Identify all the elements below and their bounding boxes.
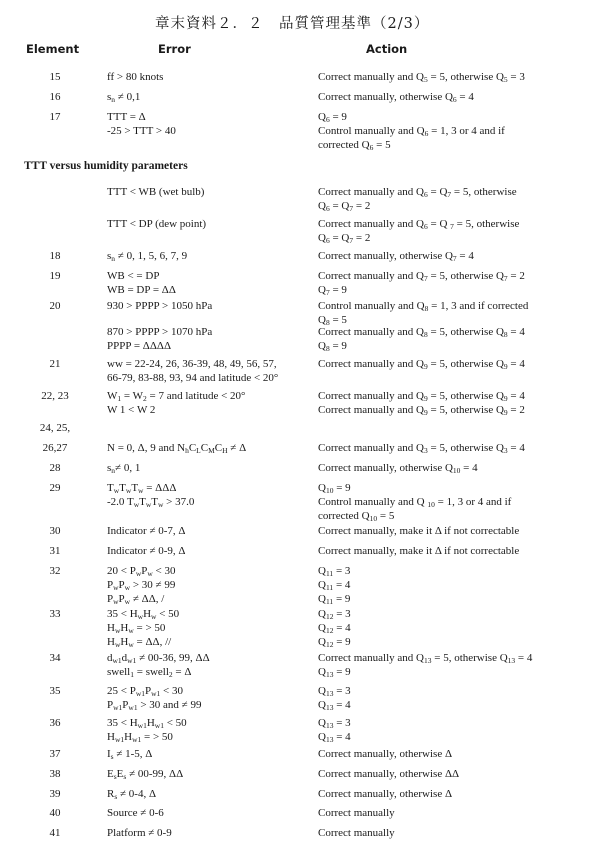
error-line: 870 > PPPP > 1070 hPa [107,326,213,338]
error-condition [107,325,319,353]
action-line: Correct manually, make it Δ if not correctable [318,525,520,537]
action-line: $Q_8 = 5$ [318,314,347,327]
element-number: 26,27 [42,442,68,454]
action-line: $Q_{13} = 9$ [318,666,351,679]
element-number: 37 [49,748,61,760]
error-line: -2.0 $T_wT_wT_w > 37.0$ [107,496,195,509]
element-number: 20 [49,300,61,312]
action-line: $Q_{11} = 9$ [318,593,351,606]
action-line: $Q_{12} = 3$ [318,608,351,621]
section-heading: TTT versus humidity parameters [24,160,188,172]
error-condition [107,564,319,606]
error-line: $H_{w1}H_{w1}$ = > 50 [107,731,173,744]
action-line: $Q_8 = 9$ [318,340,347,353]
action-line: Correct manually, otherwise $Q_{10} = 4$ [318,462,478,475]
action-line: Correct manually and $Q_7 = 5$, otherwise $Q_7 = 2$ [318,270,525,283]
action-line: Correct manually and $Q_9 = 5$, otherwise $Q_9 = 2$ [318,404,525,417]
action-text [318,90,600,104]
action-line: Correct manually and $Q_{13} = 5$, otherwise $Q_{13} = 4$ [318,652,533,665]
error-line: $P_{w1}P_{w1} > 30$ and ≠ 99 [107,699,202,712]
action-line: Correct manually [318,807,395,819]
error-line: $P_wP_w \ne \Delta\Delta$, / [107,593,165,606]
error-condition [107,481,319,509]
action-text [318,217,600,245]
action-line: $Q_{12} = 9$ [318,636,351,649]
error-line: Indicator ≠ 0-7, Δ [107,525,186,537]
element-number: 21 [49,358,61,370]
error-condition [107,787,319,801]
error-line: TTT < WB (wet bulb) [107,186,205,198]
error-condition [107,716,319,744]
action-line: Correct manually, otherwise Δ [318,788,453,800]
error-line: $H_wH_w$ = > 50 [107,622,166,635]
action-line: corrected $Q_{10} = 5$ [318,510,395,523]
error-condition [107,389,319,417]
error-line: W 1 < W 2 [107,404,156,416]
element-number: 15 [49,71,61,83]
action-line: $Q_{12} = 4$ [318,622,351,635]
error-line: -25 > TTT > 40 [107,125,176,137]
action-line: $Q_7 = 9$ [318,284,347,297]
element-number: 35 [49,685,61,697]
error-condition [107,607,319,649]
action-line: $Q_{11} = 3$ [318,565,351,578]
column-header-action: Action [366,42,408,56]
action-line: Correct manually [318,827,395,839]
action-text [318,787,600,801]
element-number: 40 [49,807,61,819]
error-condition [107,90,319,104]
action-line: Control manually and $Q_6 = 1$, 3 or 4 and if [318,125,505,138]
action-line: Correct manually and $Q_8 = 5$, otherwise $Q_8 = 4$ [318,326,525,339]
action-text [318,357,600,371]
action-line: $Q_{13} = 3$ [318,685,351,698]
column-header-error: Error [158,42,191,56]
error-line: ww = 22-24, 26, 36-39, 48, 49, 56, 57, [107,358,277,370]
action-text [318,481,600,523]
action-line: Correct manually and $Q_6 = Q_7 = 5$, otherwise [318,186,517,199]
error-line: WB = DP = ΔΔ [107,284,176,296]
error-condition [107,461,319,475]
error-condition [107,767,319,781]
error-line: Source ≠ 0-6 [107,807,164,819]
action-line: Correct manually, otherwise $Q_6 = 4$ [318,91,474,104]
element-number: 18 [49,250,61,262]
error-line: $d_{w1}d_{w1} \ne 00-36$, 99, ΔΔ [107,652,210,665]
error-line: ff > 80 knots [107,71,164,83]
error-condition [107,826,319,840]
page-title: 章末資料２．２ 品質管理基準（2/3） [155,16,430,32]
action-line: Correct manually, otherwise ΔΔ [318,768,460,780]
action-text [318,684,600,712]
action-text [318,747,600,761]
error-line: TTT < DP (dew point) [107,218,207,230]
action-text [318,524,600,538]
action-line: Correct manually and $Q_6 = Q$ $_7$ = 5, otherwise [318,218,520,231]
error-line: $35 < H_{w1}H_{w1} < 50$ [107,717,187,730]
error-line: $H_wH_w = \Delta\Delta$, // [107,636,172,649]
error-line: Platform ≠ 0-9 [107,827,172,839]
error-condition [107,747,319,761]
action-line: $Q_{11} = 4$ [318,579,351,592]
error-condition [107,217,319,231]
error-line: WB < = DP [107,270,160,282]
action-text [318,564,600,606]
action-line: $Q_{13} = 3$ [318,717,351,730]
action-line: Correct manually, make it Δ if not correctable [318,545,520,557]
error-line: $T_wT_wT_w = \Delta\Delta\Delta$ [107,482,177,495]
action-text [318,461,600,475]
error-line: Indicator ≠ 0-9, Δ [107,545,186,557]
element-number: 31 [49,545,61,557]
error-line: $s_n\ne 0$, 1 [107,462,141,475]
error-line: $s_n \ne 0$, 1, 5, 6, 7, 9 [107,250,188,263]
action-line: $Q_{13} = 4$ [318,699,351,712]
element-number: 29 [49,482,61,494]
action-text [318,826,600,840]
element-number: 30 [49,525,61,537]
element-number: 24, 25, [39,422,71,434]
element-number: 22, 23 [41,390,69,402]
action-line: $Q_6 = Q_7 = 2$ [318,200,371,213]
error-line: PPPP = ΔΔΔΔ [107,340,172,352]
error-condition [107,544,319,558]
error-line: swell$_1$ = swell$_2$ = Δ [107,666,192,679]
action-line: Correct manually, otherwise Δ [318,748,453,760]
element-number: 19 [49,270,61,282]
element-number: 41 [49,827,61,839]
action-text [318,110,600,152]
error-line: $25 < P_{w1}P_{w1} < 30$ [107,685,184,698]
element-number: 16 [49,91,61,103]
error-condition [107,441,319,455]
action-line: Correct manually, otherwise $Q_7 = 4$ [318,250,474,263]
element-number: 36 [49,717,61,729]
error-line: $35 < H_wH_w < 50$ [107,608,180,621]
action-text [318,651,600,679]
error-line: $I_s \ne 1-5$, Δ [107,748,153,761]
error-line: 66-79, 83-88, 93, 94 and latitude < 20° [107,372,279,384]
element-number: 39 [49,788,61,800]
action-line: Control manually and $Q_8 = 1$, 3 and if corrected [318,300,529,313]
error-condition [107,651,319,679]
error-line: $E_sE_s \ne 00-99$, ΔΔ [107,768,184,781]
action-line: Correct manually and $Q_9 = 5$, otherwise $Q_9 = 4$ [318,358,525,371]
action-line: Control manually and Q $_{10}$ = 1, 3 or 4 and if [318,496,512,509]
element-number: 32 [49,565,61,577]
error-condition [107,249,319,263]
action-text [318,269,600,297]
error-condition [107,185,319,199]
action-text [318,299,600,327]
error-line: N = 0, Δ, 9 and $N_hC_LC_MC_H \ne \Delta$ [107,442,247,455]
action-line: Correct manually and $Q_9 = 5$, otherwise $Q_9 = 4$ [318,390,525,403]
error-line: $W_1 = W_2 = 7$ and latitude < 20° [107,390,246,403]
action-text [318,716,600,744]
error-condition [107,269,319,297]
error-condition [107,110,319,138]
element-number: 33 [49,608,61,620]
action-line: corrected $Q_6 = 5$ [318,139,391,152]
action-text [318,441,600,455]
element-number: 28 [49,462,61,474]
action-line: $Q_{10} = 9$ [318,482,351,495]
action-text [318,767,600,781]
error-condition [107,684,319,712]
action-text [318,544,600,558]
action-text [318,185,600,213]
error-condition [107,70,319,84]
error-line: 930 > PPPP > 1050 hPa [107,300,213,312]
action-text [318,806,600,820]
action-line: Correct manually and $Q_5 = 5$, otherwise $Q_5 = 3$ [318,71,525,84]
error-condition [107,299,319,313]
element-number: 38 [49,768,61,780]
action-text [318,389,600,417]
error-line: $20 < P_wP_w < 30$ [107,565,176,578]
action-line: $Q_6 = Q_7 = 2$ [318,232,371,245]
error-condition [107,806,319,820]
action-text [318,607,600,649]
action-line: $Q_{13} = 4$ [318,731,351,744]
error-line: TTT = Δ [107,111,146,123]
action-line: $Q_6 = 9$ [318,111,347,124]
error-line: $R_s \ne 0-4$, Δ [107,788,157,801]
element-number: 17 [49,111,61,123]
action-line: Correct manually and $Q_3 = 5$, otherwise $Q_3 = 4$ [318,442,525,455]
action-text [318,70,600,84]
error-condition [107,357,319,385]
column-header-element: Element [26,42,80,56]
error-line: $P_wP_w > 30 \ne 99$ [107,579,176,592]
error-condition [107,524,319,538]
action-text [318,325,600,353]
action-text [318,249,600,263]
error-line: $s_n \ne 0,1$ [107,91,141,104]
element-number: 34 [49,652,61,664]
